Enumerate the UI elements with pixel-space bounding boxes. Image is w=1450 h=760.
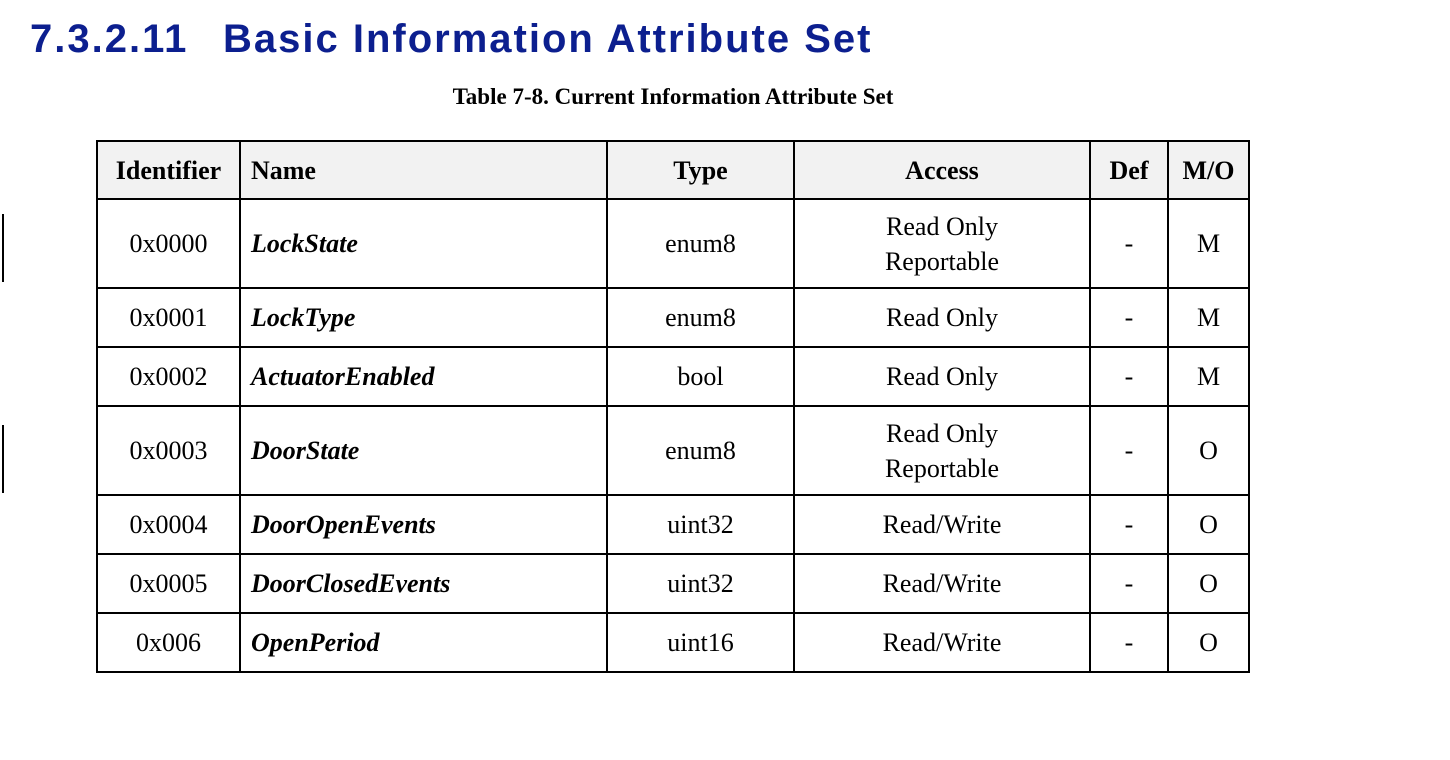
identifier-cell: 0x0000	[97, 199, 240, 288]
access-line: Read Only	[886, 362, 998, 391]
table-row	[97, 554, 1249, 613]
identifier-cell: 0x006	[97, 613, 240, 672]
type-cell: enum8	[607, 199, 794, 288]
access-line: Read/Write	[882, 628, 1002, 657]
access-cell	[794, 495, 1090, 554]
column-header: Name	[240, 141, 607, 199]
mo-cell: M	[1168, 199, 1249, 288]
identifier-cell: 0x0004	[97, 495, 240, 554]
def-cell: -	[1090, 406, 1168, 495]
access-line: Read Only	[886, 211, 998, 241]
access-line: Read/Write	[882, 569, 1002, 598]
access-cell	[794, 406, 1090, 495]
mo-cell: M	[1168, 347, 1249, 406]
def-cell: -	[1090, 613, 1168, 672]
mo-cell: O	[1168, 554, 1249, 613]
mo-cell: O	[1168, 495, 1249, 554]
table-row	[97, 495, 1249, 554]
def-cell: -	[1090, 288, 1168, 347]
attribute-table	[96, 140, 1250, 673]
change-bar	[2, 214, 4, 282]
identifier-cell: 0x0001	[97, 288, 240, 347]
access-cell	[794, 199, 1090, 288]
name-cell: DoorClosedEvents	[240, 554, 607, 613]
table-row	[97, 199, 1249, 288]
column-header: Identifier	[97, 141, 240, 199]
type-cell: enum8	[607, 406, 794, 495]
access-cell	[794, 554, 1090, 613]
table-header-row	[97, 141, 1249, 199]
type-cell: bool	[607, 347, 794, 406]
table-caption: Table 7-8. Current Information Attribute Set	[452, 84, 894, 109]
type-cell: uint32	[607, 495, 794, 554]
access-cell	[794, 613, 1090, 672]
access-cell	[794, 347, 1090, 406]
name-cell: LockState	[240, 199, 607, 288]
identifier-cell: 0x0002	[97, 347, 240, 406]
type-cell: uint32	[607, 554, 794, 613]
def-cell: -	[1090, 554, 1168, 613]
table-row	[97, 347, 1249, 406]
column-header: M/O	[1168, 141, 1249, 199]
access-cell	[794, 288, 1090, 347]
type-cell: uint16	[607, 613, 794, 672]
table-row	[97, 613, 1249, 672]
identifier-cell: 0x0005	[97, 554, 240, 613]
column-header: Def	[1090, 141, 1168, 199]
mo-cell: O	[1168, 406, 1249, 495]
section-heading	[30, 14, 872, 64]
table-row	[97, 406, 1249, 495]
mo-cell: O	[1168, 613, 1249, 672]
identifier-cell: 0x0003	[97, 406, 240, 495]
column-header: Access	[794, 141, 1090, 199]
type-cell: enum8	[607, 288, 794, 347]
name-cell: LockType	[240, 288, 607, 347]
def-cell: -	[1090, 495, 1168, 554]
column-header: Type	[607, 141, 794, 199]
access-line: Reportable	[884, 453, 1000, 483]
def-cell: -	[1090, 199, 1168, 288]
access-line: Read Only	[886, 418, 998, 448]
name-cell: ActuatorEnabled	[240, 347, 607, 406]
section-number: 7.3.2.11	[30, 17, 189, 61]
name-cell: DoorState	[240, 406, 607, 495]
access-line: Reportable	[884, 246, 1000, 276]
mo-cell: M	[1168, 288, 1249, 347]
access-line: Read Only	[886, 303, 998, 332]
table-row	[97, 288, 1249, 347]
name-cell: DoorOpenEvents	[240, 495, 607, 554]
name-cell: OpenPeriod	[240, 613, 607, 672]
section-title: Basic Information Attribute Set	[223, 17, 873, 61]
access-line: Read/Write	[882, 510, 1002, 539]
def-cell: -	[1090, 347, 1168, 406]
change-bar	[2, 425, 4, 493]
